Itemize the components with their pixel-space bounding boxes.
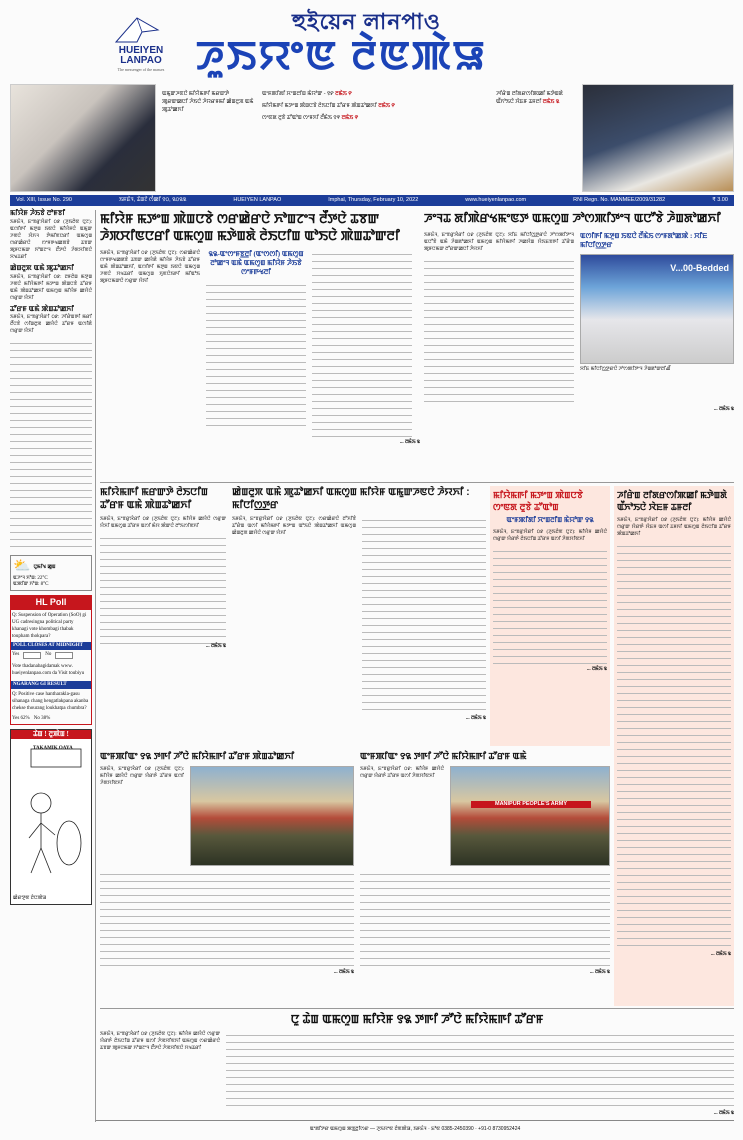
weather-title: ꯅꯨꯃꯤꯠ ꯀꯨꯡ xyxy=(33,563,56,570)
camp-photo-right xyxy=(450,766,610,866)
photo-left-continued[interactable]: ... ꯂꯃꯥꯏ ꯲ xyxy=(333,970,354,975)
pink-continued[interactable]: ... ꯂꯃꯥꯏ ꯲ xyxy=(586,667,607,672)
teaser-middle-list xyxy=(262,90,488,126)
far-right-body: ꯏꯝꯐꯥꯜ, ꯐꯦꯕꯔꯨꯋꯥꯔꯤ ꯰꯹ (ꯍꯨꯏꯂꯥꯟ ꯅꯨꯖ): ꯃꯤꯌꯥꯝ ꯀꯌꯥꯅꯥ ꯁꯔꯨꯛ ꯌꯥꯔꯒꯥ ꯋꯥꯐꯝ ꯑꯁꯤ ꯊꯝꯈꯤ ꯑꯃꯁꯨꯡ ꯂꯥꯏꯅꯤꯡ ꯊꯧꯔꯝ ꯄꯥꯡꯊꯣꯀꯈꯤ xyxy=(617,518,731,537)
lead-story xyxy=(100,210,420,480)
photo-story-right xyxy=(360,750,610,1006)
pink-headline: ꯃꯤꯌꯥꯃꯒꯤ ꯃꯇꯦꯡ ꯄꯥꯡꯅꯕꯥ ꯁꯦꯟꯗ ꯂꯨꯕꯥ ꯊꯧꯑꯣꯡ xyxy=(493,490,583,512)
left-story-headline: ꯀꯥꯡꯂꯨꯞ ꯑꯃꯥ ꯄꯨꯊꯣꯀꯈꯤ xyxy=(10,264,74,272)
lead-body: ꯏꯝꯐꯥꯜ, ꯐꯦꯕꯔꯨꯋꯥꯔꯤ ꯰꯹ (ꯍꯨꯏꯂꯥꯟ ꯅꯨꯖ): ꯁꯔꯀꯥꯔꯅꯥ ꯁꯦꯝꯒꯠꯀꯗꯕꯥ ꯊꯕꯛ ꯀꯌꯥꯗꯥ ꯃꯤꯌꯥꯝ ꯍꯥꯏꯕꯥ ꯊꯧꯔꯝ ꯑꯃꯥ ꯄꯥꯡꯊꯣꯀꯈꯤ, ꯑꯁꯤꯒꯤ ꯃꯇꯨꯡ ꯏꯟꯅꯥ ꯑꯃꯁꯨꯡ ꯍꯟꯅꯥ ꯆꯠꯊꯔꯤ ꯑꯃꯁꯨꯡ ꯈꯨꯟꯅꯥꯏꯒꯤ ꯃꯤꯑꯣꯏ ꯄꯨꯝꯅꯃꯛꯅꯥ ꯁꯔꯨꯛ ꯌꯥꯈꯤ xyxy=(100,251,200,284)
logo-name: HUEIYEN LANPAO xyxy=(118,45,164,66)
left-story-filler-text xyxy=(10,339,92,549)
left-story-body: ꯏꯝꯐꯥꯜ, ꯐꯦꯕꯔꯨꯋꯥꯔꯤ ꯰꯹: ꯂꯝꯂꯥꯡ ꯃꯇꯨꯡ ꯍꯟꯅꯥ ꯃꯤꯌꯥꯃꯒꯤ ꯃꯇꯦꯡ ꯄꯥꯡꯅꯕꯥ ꯊꯧꯔꯝ ꯑꯃꯥ ꯄꯥꯡꯊꯣꯀꯈꯤ ꯑꯃꯁꯨꯡ ꯃꯤꯌꯥꯝ ꯀꯌꯥꯅꯥ ꯁꯔꯨꯛ ꯌꯥꯈꯤ xyxy=(10,274,92,301)
vote-yes-box[interactable] xyxy=(23,652,41,659)
info-strip xyxy=(10,195,734,206)
cartoon-drawing xyxy=(11,743,91,883)
masthead xyxy=(0,0,743,88)
photo-banner-text: V...00-Bedded xyxy=(670,263,729,273)
mid-left-continued[interactable]: ... ꯂꯃꯥꯏ ꯲ xyxy=(205,644,226,649)
mid-center-body: ꯏꯝꯐꯥꯜ, ꯐꯦꯕꯔꯨꯋꯥꯔꯤ ꯰꯹ (ꯍꯨꯏꯂꯥꯟ ꯅꯨꯖ): ꯁꯔꯀꯥꯔꯅꯥ ꯂꯧꯈꯤꯕꯥ ꯊꯧꯔꯥꯡ ꯑꯁꯤ ꯃꯤꯌꯥꯃꯒꯤ ꯃꯇꯦꯡ ꯑꯣꯏꯅꯥ ꯄꯥꯡꯊꯣꯀꯈꯤ ꯑꯃꯁꯨꯡ ꯀꯥꯡꯂꯨꯞ ꯀꯌꯥꯅꯥ ꯁꯔꯨꯛ ꯌꯥꯈꯤ xyxy=(232,517,356,536)
lead-headline: ꯃꯤꯌꯥꯝ ꯃꯇꯦꯡ ꯄꯥꯡꯅꯕꯥ ꯁꯔꯀꯥꯔꯅꯥ ꯈꯣꯡꯖꯦꯜ ꯂꯩꯇꯅꯥ ꯊꯕꯛ ꯍꯥꯞꯆꯤꯟꯅꯔꯤ ꯑꯃꯁꯨꯡ ꯃꯇꯥꯡꯗꯥ ꯂꯥꯏꯅꯤꯡ ꯑꯣꯏꯅꯥ ꯄꯥꯡꯊꯣꯛꯂꯤ xyxy=(100,211,400,243)
left-story-headline: ꯊꯧꯔꯝ ꯑꯃꯥ ꯄꯥꯡꯊꯣꯀꯈꯤ xyxy=(10,305,74,313)
hl-poll-title: HL Poll xyxy=(11,596,91,609)
bottom-story xyxy=(100,1012,734,1118)
bottom-continued[interactable]: ... ꯂꯃꯥꯏ ꯲ xyxy=(713,1111,734,1116)
left-story-body: ꯏꯝꯐꯥꯜ, ꯐꯦꯕꯔꯨꯋꯥꯔꯤ ꯰꯹ (ꯍꯨꯏꯂꯥꯟ ꯅꯨꯖ): ꯑꯁꯤꯒꯤ ꯃꯇꯨꯡ ꯏꯟꯅꯥ ꯃꯤꯌꯥꯝꯅꯥ ꯑꯃꯨꯛ ꯍꯟꯅꯥ ꯋꯥꯈꯜ ꯇꯥꯃꯤꯟꯅꯔꯤ ꯑꯃꯁꯨꯡ ꯁꯔꯀꯥꯔꯅꯥ ꯁꯦꯝꯒꯠꯀꯗꯕꯥ ꯊꯕꯛ ꯄꯨꯝꯅꯃꯛ ꯈꯣꯡꯖꯦꯜ ꯂꯩꯇꯅꯥ ꯍꯥꯞꯆꯤꯟꯅꯥ ꯆꯠꯊꯔꯤ xyxy=(10,219,92,260)
lead-filler-text xyxy=(312,250,412,440)
cartoon-caption: ꯀꯥꯔꯇꯨꯟ ꯂꯥꯅꯄꯥꯎ xyxy=(13,896,47,901)
cartoon-sign-text: TAKAMIK OAYA xyxy=(33,746,73,752)
teaser-photo-right xyxy=(582,84,734,192)
section-divider xyxy=(100,1008,734,1009)
section-divider xyxy=(100,482,734,483)
local-date: ꯏꯝꯐꯥꯜ, ꯊꯥꯡꯖꯥ ꯁꯪꯀꯤ ꯱꯰, ꯲꯰꯲꯲ xyxy=(118,197,187,203)
left-column xyxy=(10,210,96,1122)
mid-center-filler-text xyxy=(362,516,486,716)
left-story-body: ꯏꯝꯐꯥꯜ, ꯐꯦꯕꯔꯨꯋꯥꯔꯤ ꯰꯹: ꯍꯤꯔꯥꯡꯒꯤ ꯃꯔꯤ ꯂꯩꯅꯕꯥ ꯁꯤꯡꯂꯨꯞ ꯀꯌꯥꯅꯥ ꯊꯧꯔꯝ ꯑꯁꯤꯗꯥ ꯁꯔꯨꯛ ꯌꯥꯈꯤ xyxy=(10,315,92,335)
lead-subhead: ꯲꯲-ꯑꯦꯁꯦꯝꯕ꯭ꯂꯤ (ꯑꯦꯁꯁꯤ) ꯑꯃꯁꯨꯡ ꯂꯣꯀꯦꯜ ꯑꯃꯥ ꯑꯃꯁꯨꯡ ꯃꯤꯌꯥꯝ ꯍꯥꯏꯕꯥ ꯁꯦꯝꯒꯠꯂꯤ xyxy=(208,250,304,276)
issue-number: Vol. XIII, Issue No. 290 xyxy=(16,197,72,203)
mid-left-filler-text xyxy=(100,534,226,644)
hl-poll-box xyxy=(10,595,92,725)
right-top-headline: ꯍꯦꯜꯊ ꯗꯤꯄꯥꯔꯠꯃꯦꯟꯇ ꯑꯃꯁꯨꯡ ꯍꯣꯁꯄꯤꯇꯦꯜ ꯑꯅꯧꯕꯥ ꯍꯥꯡꯗꯣꯀꯈꯤ xyxy=(424,211,721,225)
mid-left-body: ꯏꯝꯐꯥꯜ, ꯐꯦꯕꯔꯨꯋꯥꯔꯤ ꯰꯹ (ꯍꯨꯏꯂꯥꯟ ꯅꯨꯖ): ꯃꯤꯌꯥꯝ ꯀꯌꯥꯅꯥ ꯁꯔꯨꯛ ꯌꯥꯈꯤ ꯑꯃꯁꯨꯡ ꯊꯧꯔꯝ ꯑꯁꯤ ꯃꯥꯌ ꯄꯥꯛꯅꯥ ꯂꯣꯏꯁꯤꯟꯈꯤ xyxy=(100,517,226,529)
far-right-headline: ꯍꯤꯔꯥꯡ ꯂꯤꯗꯔꯁꯤꯄꯀꯤ ꯃꯇꯥꯡꯗꯥ ꯑꯩꯈꯣꯏꯅꯥ ꯋꯥꯐꯝ ꯊꯝꯂꯤ xyxy=(617,490,728,512)
photo-left-body: ꯏꯝꯐꯥꯜ, ꯐꯦꯕꯔꯨꯋꯥꯔꯤ ꯰꯹ (ꯍꯨꯏꯂꯥꯟ ꯅꯨꯖ): ꯃꯤꯌꯥꯝ ꯀꯌꯥꯅꯥ ꯁꯔꯨꯛ ꯌꯥꯔꯒꯥ ꯊꯧꯔꯝ ꯑꯁꯤ ꯍꯥꯞꯆꯤꯟꯈꯤ xyxy=(100,767,184,786)
far-right-continued[interactable]: ... ꯂꯃꯥꯏ ꯲ xyxy=(710,952,731,957)
footer-imprint: ꯑꯦꯗꯤꯇꯔ ꯑꯃꯁꯨꯡ ꯄꯕ꯭ꯂꯤꯁꯔ — ꯍꯨꯏꯌꯦꯟ ꯂꯥꯟꯄꯥꯎ, ꯏꯝꯐꯥꯜ · ꯐꯣꯟ 0385-2450390 · +91-0 8730952424 xyxy=(96,1120,734,1136)
bottom-headline: ꯅꯨ ꯊꯥꯡ ꯑꯃꯁꯨꯡ ꯃꯤꯌꯥꯝ ꯱꯲ ꯇꯒꯤ ꯍꯧꯅꯥ ꯃꯤꯌꯥꯃꯒꯤ ꯊꯧꯔꯝ xyxy=(290,1012,544,1026)
place-date: Imphal, Thursday, February 10, 2022 xyxy=(328,197,419,203)
photo-right-filler-text xyxy=(360,870,610,970)
mid-left-story xyxy=(100,486,226,746)
right-top-body: ꯏꯝꯐꯥꯜ, ꯐꯦꯕꯔꯨꯋꯥꯔꯤ ꯰꯹ (ꯍꯨꯏꯂꯥꯟ ꯅꯨꯖ): ꯆꯤꯐ ꯃꯤꯅꯤꯁ꯭ꯇꯔꯅꯥ ꯍꯣꯁꯄꯤꯇꯦꯜ ꯑꯅꯧꯕꯥ ꯑꯃꯥ ꯍꯥꯡꯗꯣꯀꯈꯤ ꯑꯃꯁꯨꯡ ꯃꯤꯌꯥꯃꯒꯤ ꯍꯀꯆꯥꯡ ꯌꯥꯏꯐꯕꯒꯤ ꯊꯧꯔꯥꯡ ꯄꯨꯝꯅꯃꯛ ꯂꯧꯔꯛꯀꯅꯤ ꯍꯥꯌꯈꯤ xyxy=(424,233,574,252)
masthead-small-title: হুইয়েন লানপাও xyxy=(292,9,441,34)
camp-photo-left xyxy=(190,766,354,866)
poll-closes-label: POLL CLOSES AT MIDNIGHT xyxy=(11,642,91,650)
mid-center-continued[interactable]: ... ꯂꯃꯥꯏ ꯲ xyxy=(465,716,486,721)
mid-center-story xyxy=(232,486,486,746)
far-right-filler-text xyxy=(617,542,731,952)
vote-options xyxy=(11,650,91,661)
pink-story xyxy=(490,486,610,746)
teaser-right-text xyxy=(496,90,580,106)
weather-box xyxy=(10,555,92,591)
lead-continued[interactable]: ... ꯂꯃꯥꯏ ꯲ xyxy=(399,440,420,445)
result-yes: Yes 62% xyxy=(12,716,30,721)
sun-cloud-icon: ⛅ xyxy=(13,559,31,575)
paper-name: HUEIYEN LANPAO xyxy=(233,197,282,203)
weather-line: ꯑꯍꯦꯜ ꯈꯣꯡ: 22°C xyxy=(13,575,48,581)
teaser-item: ꯃꯤꯌꯥꯃꯒꯤ ꯃꯇꯦꯡ ꯄꯥꯡꯅꯕꯥ ꯂꯥꯏꯅꯤꯡ ꯊꯧꯔꯝ ꯄꯥꯡꯊꯣꯀꯈꯤ ꯂꯃꯥꯏ ꯵ xyxy=(262,103,395,109)
mid-center-headline: ꯀꯥꯡꯂꯨꯞ ꯑꯃꯥ ꯄꯨꯊꯣꯀꯈꯤ ꯑꯃꯁꯨꯡ ꯃꯤꯌꯥꯝ ꯑꯃꯨꯛꯍꯟꯅꯥ ꯍꯥꯌꯈꯤ : ꯃꯤꯅꯤꯁ꯭ꯇꯔ xyxy=(232,487,470,511)
lead-filler-text xyxy=(206,281,306,431)
teaser-right-page: ꯂꯃꯥꯏ ꯲ xyxy=(542,99,560,105)
teaser-item: ꯁꯦꯟꯗ ꯂꯨꯕꯥ ꯊꯧꯑꯣꯡ ꯁꯦꯝꯈꯤ ꯂꯩꯃꯥꯏ ꯱꯵ ꯂꯃꯥꯏ ꯵ xyxy=(262,115,359,121)
masthead-main-title: ꯍꯨꯏꯌꯦꯟ ꯂꯥꯟꯄꯥꯎ xyxy=(196,34,487,78)
result-no: No 38% xyxy=(33,716,51,721)
weather-line: ꯑꯄꯤꯛ ꯈꯣꯡ: 8°C xyxy=(13,582,49,587)
teaser-item: ꯑꯦꯝꯄꯤꯗꯤ ꯆꯦꯡꯂꯤꯡ ꯃꯥꯌꯣꯛ - ꯱꯸ ꯂꯃꯥꯏ ꯵ xyxy=(262,91,352,97)
result-question: Q: Positive case hantharakla-gasu sihanaga chang hengatlakpana akanba chekse thourang loukhatpa chumbra? xyxy=(12,692,89,711)
website-link[interactable]: www.hueiyenlanpao.com xyxy=(465,197,527,203)
vote-no-label: No xyxy=(45,652,52,658)
photo-right-headline: ꯑꯦꯝꯄꯤꯑꯦ ꯱꯲ ꯇꯒꯤ ꯍꯧꯅꯥ ꯃꯤꯌꯥꯃꯒꯤ ꯊꯧꯔꯝ ꯑꯃꯥ xyxy=(360,751,527,761)
cartoon-title: ꯊꯥꯡ ! ꯂꯨꯄꯥꯡ ! xyxy=(11,730,91,739)
origami-bird-icon xyxy=(114,14,160,44)
bottom-filler-text xyxy=(226,1031,734,1111)
logo xyxy=(96,14,186,74)
logo-tagline: The messenger of the masses xyxy=(117,67,165,72)
photo-left-headline: ꯑꯦꯝꯄꯤꯑꯦ ꯱꯲ ꯇꯒꯤ ꯍꯧꯅꯥ ꯃꯤꯌꯥꯃꯒꯤ ꯊꯧꯔꯝ ꯄꯥꯡꯊꯣꯀꯈꯤ xyxy=(100,751,295,761)
teaser-right-body: ꯍꯤꯔꯥꯡ ꯂꯤꯗꯔꯁꯤꯄꯀꯤ ꯃꯇꯥꯡꯗꯥ ꯑꯩꯈꯣꯏꯅꯥ ꯋꯥꯐꯝ ꯊꯝꯂꯤ xyxy=(496,91,563,105)
photo-right-body: ꯏꯝꯐꯥꯜ, ꯐꯦꯕꯔꯨꯋꯥꯔꯤ ꯰꯹: ꯃꯤꯌꯥꯝ ꯀꯌꯥꯅꯥ ꯁꯔꯨꯛ ꯌꯥꯔꯒꯥ ꯊꯧꯔꯝ ꯑꯁꯤ ꯍꯥꯞꯆꯤꯟꯈꯤ xyxy=(360,767,444,779)
photo-caption: ꯆꯤꯐ ꯃꯤꯅꯤꯁ꯭ꯇꯔꯅꯥ ꯍꯣꯁꯄꯤꯇꯦꯜ ꯍꯥꯡꯗꯣꯛꯂꯤꯉꯩ xyxy=(580,367,671,372)
poll-question: Q: Suspension of Operation (SoO) gi UG cadresingna political party khanagi vote khombagi thabak toupham thokpara? xyxy=(12,612,87,639)
vote-no-box[interactable] xyxy=(55,652,73,659)
camp-banner: MANIPUR PEOPLE'S ARMY xyxy=(471,801,591,808)
price: ₹ 3.00 xyxy=(712,197,728,203)
vote-yes-label: Yes xyxy=(12,652,20,658)
right-top-continued[interactable]: ... ꯂꯃꯥꯏ ꯲ xyxy=(713,407,734,412)
far-right-story xyxy=(614,486,734,1006)
result-values xyxy=(11,714,91,724)
result-label: NGARANG GI RESULT xyxy=(11,681,91,689)
bottom-body: ꯏꯝꯐꯥꯜ, ꯐꯦꯕꯔꯨꯋꯥꯔꯤ ꯰꯹ (ꯍꯨꯏꯂꯥꯟ ꯅꯨꯖ): ꯃꯤꯌꯥꯝ ꯀꯌꯥꯅꯥ ꯁꯔꯨꯛ ꯌꯥꯔꯒꯥ ꯂꯥꯏꯅꯤꯡ ꯊꯧꯔꯝ ꯑꯁꯤ ꯍꯥꯞꯆꯤꯟꯈꯤ ꯑꯃꯁꯨꯡ ꯁꯔꯀꯥꯔꯅꯥ ꯊꯕꯛ ꯄꯨꯝꯅꯃꯛ ꯈꯣꯡꯖꯦꯜ ꯂꯩꯇꯅꯥ ꯍꯥꯞꯆꯤꯟꯅꯥ ꯆꯠꯊꯔꯤ xyxy=(100,1032,220,1051)
pink-subhead: ꯑꯦꯝꯄꯤꯗꯤ ꯆꯦꯡꯂꯤꯡ ꯃꯥꯌꯣꯛ ꯱꯲ xyxy=(506,516,594,524)
mid-left-headline: ꯃꯤꯌꯥꯃꯒꯤ ꯃꯔꯛꯇꯥ ꯂꯥꯏꯅꯤꯡ ꯊꯧꯔꯝ ꯑꯃꯥ ꯄꯥꯡꯊꯣꯀꯈꯤ xyxy=(100,487,208,511)
cartoon-box xyxy=(10,729,92,905)
right-top-subhead: ꯑꯁꯤꯒꯤ ꯃꯇꯨꯡ ꯏꯟꯅꯥ ꯂꯩꯃꯥꯏ ꯁꯦꯝꯗꯣꯀꯄꯥ : ꯆꯤꯐ ꯃꯤꯅꯤꯁ꯭ꯇꯔ xyxy=(580,232,708,249)
vote-instruction: Vote thadanabagidamak www. hueiyenlanpao.com da Visit toubiyu xyxy=(12,663,85,676)
minister-photo xyxy=(580,254,734,364)
photo-right-continued[interactable]: ... ꯂꯃꯥꯏ ꯲ xyxy=(589,970,610,975)
pink-filler-text xyxy=(493,547,607,667)
pink-body: ꯏꯝꯐꯥꯜ, ꯐꯦꯕꯔꯨꯋꯥꯔꯤ ꯰꯹ (ꯍꯨꯏꯂꯥꯟ ꯅꯨꯖ): ꯃꯤꯌꯥꯝ ꯀꯌꯥꯅꯥ ꯁꯔꯨꯛ ꯌꯥꯔꯒꯥ ꯂꯥꯏꯅꯤꯡ ꯊꯧꯔꯝ ꯑꯁꯤ ꯍꯥꯞꯆꯤꯟꯈꯤ xyxy=(493,530,607,542)
left-story-headline: ꯃꯤꯌꯥꯝ ꯍꯥꯏꯕꯥ ꯂꯣꯝꯕꯤ xyxy=(10,210,66,217)
right-top-story xyxy=(424,210,734,480)
teaser-left-body: ꯑꯃꯨꯛꯍꯟꯅꯥ ꯃꯤꯌꯥꯃꯒꯤ ꯃꯔꯛꯇꯥ ꯄꯨꯔꯛꯀꯅꯤ ꯍꯥꯏꯅꯥ ꯍꯥꯌꯔꯝꯃꯤ ꯀꯥꯡꯂꯨꯞ ꯑꯃꯥ ꯄꯨꯊꯣꯀꯈꯤ xyxy=(162,91,254,113)
teaser-left-text xyxy=(162,90,254,114)
teaser-photo-left xyxy=(10,84,156,192)
photo-left-filler-text xyxy=(100,870,354,970)
rni-number: RNI Regn. No. MANMEE/2009/31282 xyxy=(573,197,666,203)
photo-story-left xyxy=(100,750,354,1006)
right-top-filler-text xyxy=(424,257,574,407)
